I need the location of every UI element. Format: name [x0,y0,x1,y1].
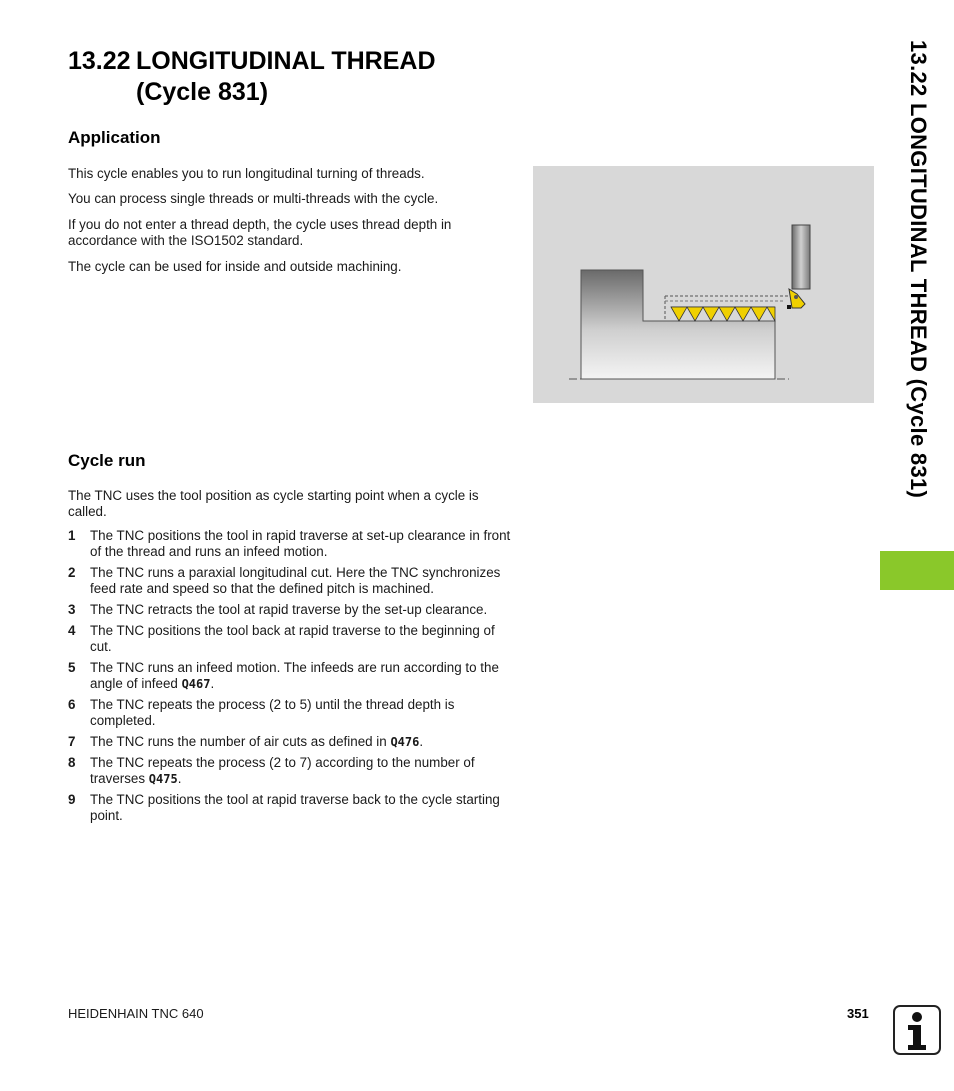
chapter-title-line1: LONGITUDINAL THREAD [136,47,436,75]
application-paragraph: The cycle can be used for inside and outside machining. [68,259,402,274]
list-item [68,755,516,787]
step-number: 3 [68,602,76,617]
step-text: The TNC runs an infeed motion. The infeeds are run according to the angle of infeed [90,660,499,691]
info-icon [893,1005,941,1055]
parameter-code: Q467 [181,677,211,691]
thread-cycle-illustration [533,166,874,403]
step-number: 5 [68,660,76,675]
step-text: The TNC runs the number of air cuts as defined in [90,734,391,749]
list-item [68,565,516,597]
footer-product-name: HEIDENHAIN TNC 640 [68,1006,204,1021]
list-item [68,734,516,750]
side-tab-title: 13.22 LONGITUDINAL THREAD (Cycle 831) [906,40,931,499]
step-text: The TNC retracts the tool at rapid traverse by the set-up clearance. [90,602,488,617]
step-text: The TNC positions the tool in rapid traverse at set-up clearance in front of the thread and runs an infeed motion. [90,528,511,559]
list-item [68,792,516,824]
step-text: The TNC positions the tool at rapid traverse back to the cycle starting point. [90,792,500,823]
chapter-title-line2: (Cycle 831) [136,78,269,106]
parameter-code: Q475 [148,772,178,786]
step-number: 6 [68,697,76,712]
step-number: 8 [68,755,76,770]
step-number: 1 [68,528,76,543]
list-item [68,660,516,692]
cycle-run-intro: The TNC uses the tool position as cycle starting point when a cycle is called. [68,488,479,519]
side-tab-accent [880,551,954,590]
chapter-title [68,46,508,108]
step-text: The TNC repeats the process (2 to 5) until the thread depth is completed. [90,697,455,728]
application-paragraph: This cycle enables you to run longitudinal turning of threads. [68,166,425,181]
step-number: 7 [68,734,76,749]
application-paragraph: You can process single threads or multi-threads with the cycle. [68,191,439,206]
page-number: 351 [847,1006,869,1021]
list-item [68,602,516,618]
step-number: 2 [68,565,76,580]
step-number: 4 [68,623,76,638]
step-text: The TNC repeats the process (2 to 7) according to the number of traverses [90,755,475,786]
list-item [68,697,516,729]
list-item [68,623,516,655]
thread-cycle-drawing [533,166,874,403]
step-text: The TNC runs a paraxial longitudinal cut. Here the TNC synchronizes feed rate and speed so that the defined pitch is machined. [90,565,501,596]
application-paragraph: If you do not enter a thread depth, the cycle uses thread depth in accordance with the ISO1502 standard. [68,217,452,248]
application-heading: Application [68,128,161,147]
cycle-run-steps [68,528,516,829]
step-text-tail: . [419,734,424,749]
step-number: 9 [68,792,76,807]
step-text: The TNC positions the tool back at rapid traverse to the beginning of cut. [90,623,495,654]
cycle-run-heading: Cycle run [68,451,146,470]
parameter-code: Q476 [390,735,420,749]
chapter-number: 13.22 [68,47,131,75]
step-text-tail: . [177,771,182,786]
info-glyph [895,1007,939,1053]
list-item [68,528,516,560]
step-text-tail: . [210,676,215,691]
